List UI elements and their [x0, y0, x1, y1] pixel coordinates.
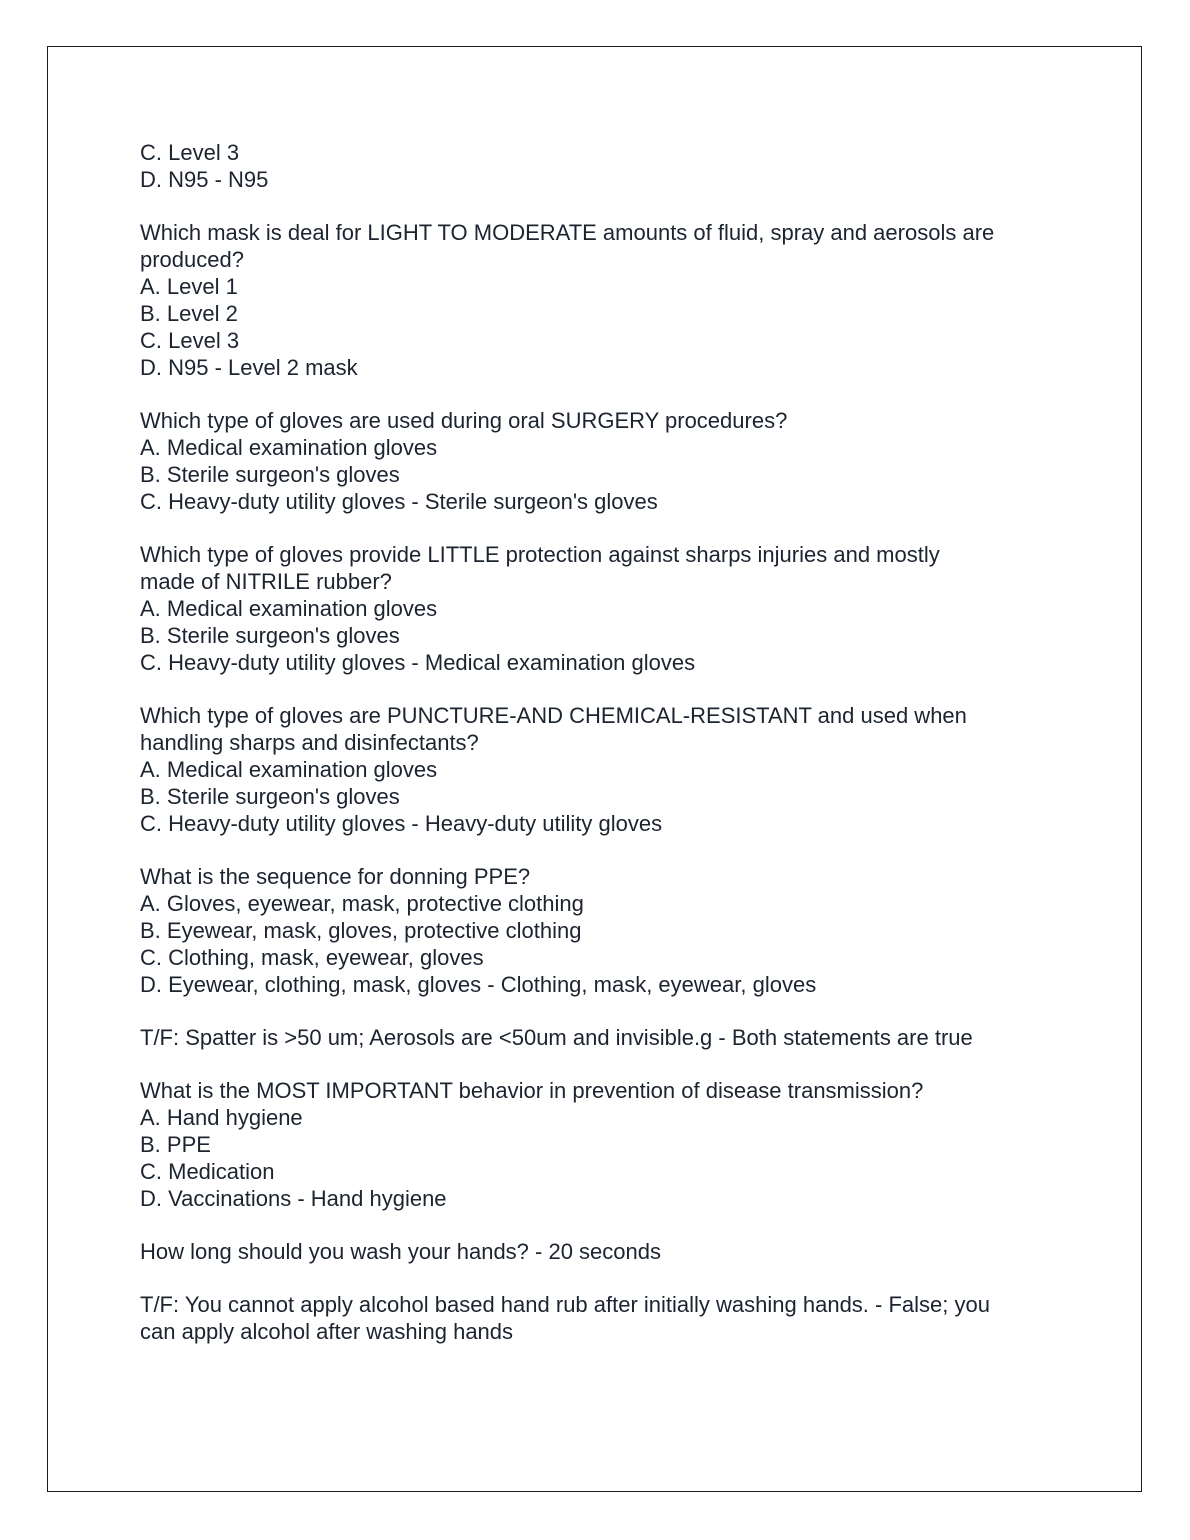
text-line: C. Heavy-duty utility gloves - Sterile surgeon's gloves	[140, 489, 658, 514]
question-line: T/F: Spatter is >50 um; Aerosols are <50um and invisible.g - Both statements are true	[140, 1025, 973, 1050]
text-line: C. Medication	[140, 1159, 275, 1184]
qa-block	[140, 1238, 1060, 1265]
text-line: made of NITRILE rubber?	[140, 569, 392, 594]
text-line: B. Sterile surgeon's gloves	[140, 623, 400, 648]
text-line: A. Level 1	[140, 274, 238, 299]
qa-block	[140, 139, 1060, 193]
qa-block	[140, 541, 1060, 676]
question-line: Which type of gloves are PUNCTURE-AND CHEMICAL-RESISTANT and used when	[140, 703, 967, 728]
question-line: How long should you wash your hands? - 20 seconds	[140, 1239, 661, 1264]
text-line: produced?	[140, 247, 244, 272]
document-content	[140, 139, 1060, 1371]
qa-block	[140, 702, 1060, 837]
question-line: Which type of gloves provide LITTLE protection against sharps injuries and mostly	[140, 542, 940, 567]
text-line: D. Eyewear, clothing, mask, gloves - Clothing, mask, eyewear, gloves	[140, 972, 817, 997]
text-line: A. Medical examination gloves	[140, 435, 438, 460]
text-line: A. Hand hygiene	[140, 1105, 303, 1130]
text-line: A. Medical examination gloves	[140, 596, 438, 621]
text-line: C. Heavy-duty utility gloves - Heavy-duty utility gloves	[140, 811, 663, 836]
text-line: B. PPE	[140, 1132, 211, 1157]
text-line: C. Heavy-duty utility gloves - Medical examination gloves	[140, 650, 696, 675]
qa-block	[140, 1291, 1060, 1345]
text-line: A. Gloves, eyewear, mask, protective clothing	[140, 891, 584, 916]
qa-block	[140, 863, 1060, 998]
qa-block	[140, 1024, 1060, 1051]
text-line: C. Level 3	[140, 328, 240, 353]
text-line: can apply alcohol after washing hands	[140, 1319, 514, 1344]
text-line: B. Sterile surgeon's gloves	[140, 784, 400, 809]
text-line: C. Clothing, mask, eyewear, gloves	[140, 945, 484, 970]
question-line: Which mask is deal for LIGHT TO MODERATE amounts of fluid, spray and aerosols are	[140, 220, 995, 245]
question-line: Which type of gloves are used during oral SURGERY procedures?	[140, 408, 788, 433]
question-line: What is the MOST IMPORTANT behavior in prevention of disease transmission?	[140, 1078, 924, 1103]
text-line: D. N95 - Level 2 mask	[140, 355, 358, 380]
text-line: B. Sterile surgeon's gloves	[140, 462, 400, 487]
qa-block	[140, 407, 1060, 515]
text-line: B. Level 2	[140, 301, 238, 326]
text-line: A. Medical examination gloves	[140, 757, 438, 782]
qa-block	[140, 219, 1060, 381]
text-line: D. N95 - N95	[140, 167, 269, 192]
text-line: B. Eyewear, mask, gloves, protective clothing	[140, 918, 582, 943]
question-line: T/F: You cannot apply alcohol based hand rub after initially washing hands. - False; you	[140, 1292, 990, 1317]
qa-block	[140, 1077, 1060, 1212]
text-line: handling sharps and disinfectants?	[140, 730, 479, 755]
text-line: D. Vaccinations - Hand hygiene	[140, 1186, 447, 1211]
question-line: What is the sequence for donning PPE?	[140, 864, 531, 889]
question-line: C. Level 3	[140, 140, 240, 165]
